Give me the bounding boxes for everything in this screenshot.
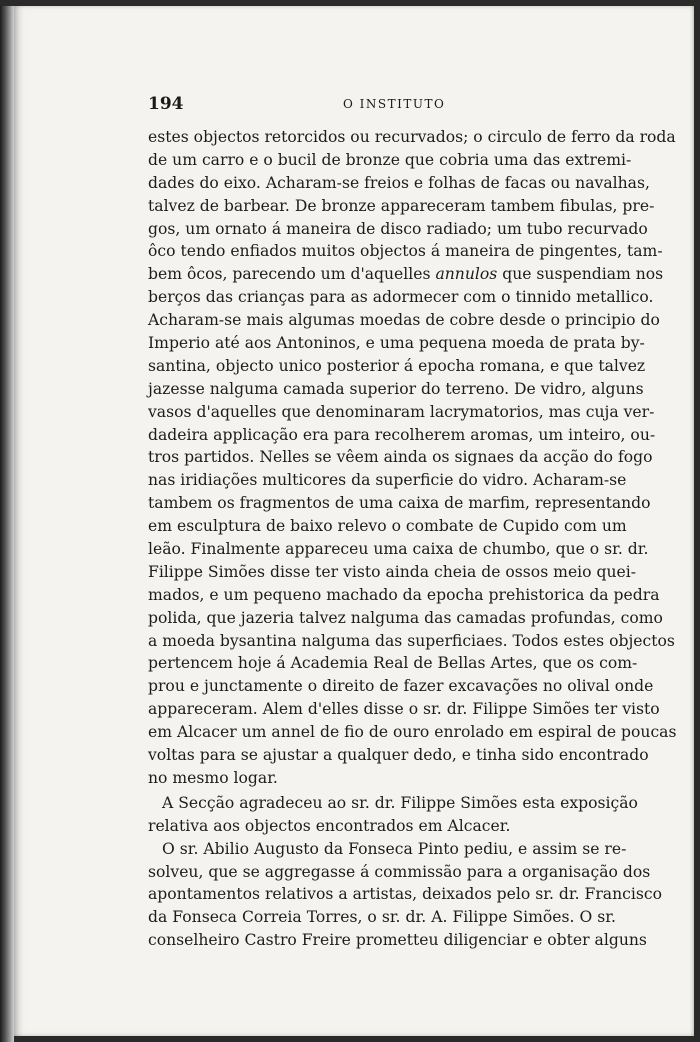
page-binding-edge [0, 6, 14, 1042]
text-line: mados, e um pequeno machado da epocha prehistorica da pedra [148, 585, 660, 604]
text-line: da Fonseca Correia Torres, o sr. dr. A. Filippe Simões. O sr. [148, 908, 616, 927]
text-line: berços das crianças para as adormecer com o tinnido metallico. [148, 288, 654, 307]
text-line: dades do eixo. Acharam-se freios e folhas de facas ou navalhas, [148, 173, 650, 192]
page-header [148, 94, 618, 116]
text-line: voltas para se ajustar a qualquer dedo, e tinha sido encontrado [148, 746, 649, 765]
text-line: tambem os fragmentos de uma caixa de marfim, representando [148, 494, 651, 513]
text-line: solveu, que se aggregasse á commissão para a organisação dos [148, 862, 651, 881]
text-line: A Secção agradeceu ao sr. dr. Filippe Simões esta exposição [162, 793, 638, 812]
running-title: O INSTITUTO [343, 97, 446, 111]
text-line: Filippe Simões disse ter visto ainda cheia de ossos meio quei- [148, 562, 637, 581]
text-line: estes objectos retorcidos ou recurvados; o circulo de ferro da roda [148, 128, 676, 146]
text-line: santina, objecto unico posterior á epocha romana, e que talvez [148, 356, 646, 375]
text-line: dadeira applicação era para recolherem aromas, um inteiro, ou- [148, 425, 656, 444]
text-line: gos, um ornato á maneira de disco radiado; um tubo recurvado [148, 219, 648, 238]
text-line: pertencem hoje á Academia Real de Bellas Artes, que os com- [148, 654, 638, 673]
text-line: vasos d'aquelles que denominaram lacrymatorios, mas cuja ver- [148, 402, 655, 421]
text-line: em esculptura de baixo relevo o combate de Cupido com um [148, 517, 627, 536]
text-line: tros partidos. Nelles se vêem ainda os signaes da acção do fogo [148, 448, 653, 467]
text-line: bem ôcos, parecendo um d'aquelles annulos que suspendiam nos [148, 265, 664, 284]
text-line: Acharam-se mais algumas moedas de cobre desde o principio do [148, 311, 660, 330]
text-line: a moeda bysantina nalguma das superficiaes. Todos estes objectos [148, 631, 675, 650]
text-line: O sr. Abilio Augusto da Fonseca Pinto pediu, e assim se re- [162, 839, 627, 858]
text-line: conselheiro Castro Freire prometteu diligenciar e obter alguns [148, 931, 647, 950]
text-line: polida, que jazeria talvez nalguma das camadas profundas, como [148, 608, 663, 627]
text-line: de um carro e o bucil de bronze que cobria uma das extremi- [148, 150, 632, 169]
text-line: no mesmo logar. [148, 768, 278, 787]
text-line: talvez de barbear. De bronze appareceram tambem fibulas, pre- [148, 196, 655, 215]
text-line: jazesse nalguma camada superior do terreno. De vidro, alguns [148, 379, 644, 398]
text-line: relativa aos objectos encontrados em Alcacer. [148, 816, 511, 835]
text-line: nas iridiações multicores da superficie do vidro. Acharam-se [148, 471, 627, 490]
text-line: Imperio até aos Antoninos, e uma pequena moeda de prata by- [148, 334, 645, 353]
page-number: 194 [148, 94, 184, 114]
body-text [148, 126, 677, 952]
text-line: prou e junctamente o direito de fazer excavações no olival onde [148, 677, 654, 696]
text-line: em Alcacer um annel de fio de ouro enrolado em espiral de poucas [148, 723, 677, 742]
text-line: leão. Finalmente appareceu uma caixa de chumbo, que o sr. dr. [148, 540, 649, 559]
text-line: ôco tendo enfiados muitos objectos á maneira de pingentes, tam- [148, 242, 663, 261]
book-page [14, 6, 694, 1036]
text-line: apontamentos relativos a artistas, deixados pelo sr. dr. Francisco [148, 885, 662, 904]
text-line: appareceram. Alem d'elles disse o sr. dr. Filippe Simões ter visto [148, 700, 660, 719]
